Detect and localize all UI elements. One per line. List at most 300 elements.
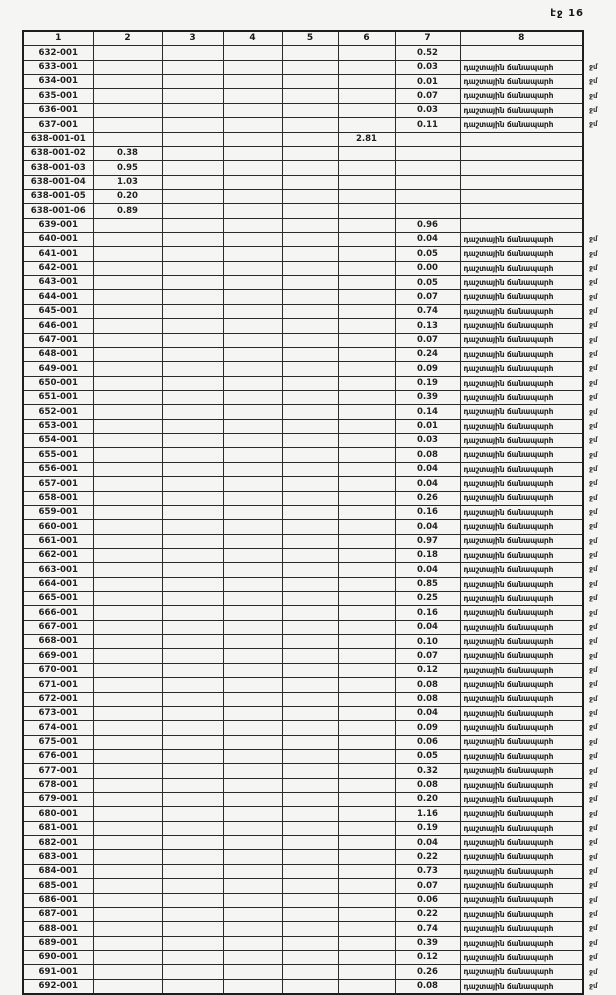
cell-col5 (282, 448, 338, 462)
cell-col7: 0.73 (395, 864, 460, 878)
cell-col8: դաշտային ճանապարհ (460, 793, 583, 807)
cell-col2 (93, 103, 162, 117)
margin-note: ջմ (589, 479, 598, 488)
cell-col7: 0.26 (395, 491, 460, 505)
page-number-label: էջ 16 (550, 8, 584, 19)
cell-col8: դաշտային ճանապարհ (460, 778, 583, 792)
cell-col4 (223, 706, 282, 720)
cell-col8: դաշտային ճանապարհ (460, 836, 583, 850)
cell-col7: 0.01 (395, 419, 460, 433)
cell-col4 (223, 161, 282, 175)
cell-col7: 0.08 (395, 979, 460, 994)
cell-col7: 0.04 (395, 620, 460, 634)
cell-col2 (93, 333, 162, 347)
cell-col2 (93, 448, 162, 462)
cell-col4 (223, 778, 282, 792)
margin-note: ջմ (589, 565, 598, 574)
cell-col6 (338, 663, 395, 677)
cell-col8: դաշտային ճանապարհ (460, 118, 583, 132)
cell-col3 (162, 592, 223, 606)
cell-col6 (338, 721, 395, 735)
cell-col4 (223, 692, 282, 706)
cell-col8: դաշտային ճանապարհ (460, 103, 583, 117)
cell-col3 (162, 749, 223, 763)
cell-col1: 653-001 (23, 419, 93, 433)
cell-col8: դաշտային ճանապարհ (460, 663, 583, 677)
cell-col3 (162, 649, 223, 663)
cell-col1: 672-001 (23, 692, 93, 706)
margin-note (583, 204, 613, 218)
cell-col3 (162, 304, 223, 318)
cell-col8: դաշտային ճանապարհ (460, 276, 583, 290)
cell-col4 (223, 735, 282, 749)
cell-col7: 0.04 (395, 836, 460, 850)
table-row (23, 965, 613, 979)
cell-col1: 667-001 (23, 620, 93, 634)
cell-col6 (338, 864, 395, 878)
cell-col8: դաշտային ճանապարհ (460, 577, 583, 591)
table-row (23, 907, 613, 921)
cell-col7: 0.19 (395, 376, 460, 390)
cell-col4 (223, 850, 282, 864)
cell-col8: դաշտային ճանապարհ (460, 347, 583, 361)
cell-col2: 0.38 (93, 146, 162, 160)
cell-col3 (162, 376, 223, 390)
cell-col5 (282, 635, 338, 649)
cell-col8: դաշտային ճանապարհ (460, 89, 583, 103)
cell-col7 (395, 189, 460, 203)
table-row (23, 204, 613, 218)
cell-col5 (282, 721, 338, 735)
cell-col6 (338, 376, 395, 390)
cell-col3 (162, 175, 223, 189)
margin-note: ջմ (589, 77, 598, 86)
cell-col4 (223, 362, 282, 376)
cell-col1: 641-001 (23, 247, 93, 261)
cell-col2 (93, 678, 162, 692)
cell-col1: 677-001 (23, 764, 93, 778)
table-row (23, 563, 613, 577)
cell-col7: 0.11 (395, 118, 460, 132)
cell-col4 (223, 807, 282, 821)
cell-col1: 638-001-04 (23, 175, 93, 189)
cell-col6 (338, 793, 395, 807)
cell-col4 (223, 836, 282, 850)
cell-col8: դաշտային ճանապարհ (460, 606, 583, 620)
cell-col3 (162, 462, 223, 476)
cell-col3 (162, 548, 223, 562)
cell-col8: դաշտային ճանապարհ (460, 448, 583, 462)
cell-col1: 685-001 (23, 879, 93, 893)
cell-col4 (223, 118, 282, 132)
cell-col3 (162, 218, 223, 232)
cell-col2 (93, 965, 162, 979)
cell-col2 (93, 649, 162, 663)
cell-col6 (338, 778, 395, 792)
cell-col2 (93, 319, 162, 333)
cell-col3 (162, 663, 223, 677)
cell-col3 (162, 290, 223, 304)
margin-note: ջմ (589, 307, 598, 315)
cell-col4 (223, 620, 282, 634)
cell-col7: 0.09 (395, 362, 460, 376)
cell-col1: 634-001 (23, 75, 93, 89)
margin-note: ջմ (589, 350, 598, 359)
cell-col2 (93, 936, 162, 950)
cell-col1: 638-001-05 (23, 189, 93, 203)
cell-col3 (162, 448, 223, 462)
cell-col5 (282, 419, 338, 433)
cell-col8: դաշտային ճանապարհ (460, 735, 583, 749)
cell-col1: 655-001 (23, 448, 93, 462)
table-row (23, 376, 613, 390)
cell-col5 (282, 836, 338, 850)
cell-col4 (223, 46, 282, 60)
cell-col1: 664-001 (23, 577, 93, 591)
table-row (23, 319, 613, 333)
margin-note: ջմ (589, 881, 598, 890)
table-row (23, 333, 613, 347)
cell-col7: 0.96 (395, 218, 460, 232)
table-row (23, 936, 613, 950)
margin-note: ջմ (589, 795, 598, 804)
cell-col4 (223, 390, 282, 404)
cell-col2: 1.03 (93, 175, 162, 189)
margin-note: ջմ (589, 436, 598, 445)
cell-col5 (282, 951, 338, 965)
cell-col5 (282, 936, 338, 950)
cell-col6 (338, 89, 395, 103)
table-row (23, 548, 613, 562)
cell-col6 (338, 60, 395, 74)
cell-col3 (162, 951, 223, 965)
cell-col6 (338, 261, 395, 275)
cell-col5 (282, 979, 338, 994)
cell-col6 (338, 491, 395, 505)
cell-col6 (338, 620, 395, 634)
cell-col4 (223, 204, 282, 218)
cell-col2 (93, 836, 162, 850)
cell-col7 (395, 132, 460, 146)
cell-col1: 688-001 (23, 922, 93, 936)
cell-col8: դաշտային ճանապարհ (460, 979, 583, 994)
cell-col3 (162, 46, 223, 60)
cell-col3 (162, 563, 223, 577)
cell-col1: 682-001 (23, 836, 93, 850)
table-row (23, 290, 613, 304)
cell-col7: 0.08 (395, 678, 460, 692)
cell-col5 (282, 706, 338, 720)
table-row (23, 261, 613, 275)
table-row (23, 749, 613, 763)
cell-col8 (460, 161, 583, 175)
cell-col8: դաշտային ճանապարհ (460, 649, 583, 663)
cell-col6 (338, 706, 395, 720)
cell-col2 (93, 979, 162, 994)
table-row (23, 462, 613, 476)
table-row (23, 778, 613, 792)
table-body (23, 46, 613, 994)
cell-col2 (93, 706, 162, 720)
cell-col1: 640-001 (23, 233, 93, 247)
cell-col1: 636-001 (23, 103, 93, 117)
cell-col4 (223, 103, 282, 117)
cell-col4 (223, 520, 282, 534)
cell-col1: 690-001 (23, 951, 93, 965)
margin-note: ջմ (589, 105, 598, 114)
cell-col1: 665-001 (23, 592, 93, 606)
cell-col5 (282, 146, 338, 160)
cell-col2 (93, 419, 162, 433)
cell-col5 (282, 879, 338, 893)
cell-col4 (223, 951, 282, 965)
cell-col4 (223, 534, 282, 548)
margin-note: ջմ (589, 235, 598, 244)
cell-col7: 0.08 (395, 778, 460, 792)
cell-col5 (282, 434, 338, 448)
cell-col2 (93, 477, 162, 491)
table-row (23, 46, 613, 60)
cell-col7: 0.07 (395, 879, 460, 893)
cell-col8: դաշտային ճանապարհ (460, 936, 583, 950)
cell-col8 (460, 218, 583, 232)
cell-col7: 0.08 (395, 448, 460, 462)
margin-note: ջմ (589, 723, 598, 732)
cell-col4 (223, 477, 282, 491)
cell-col1: 680-001 (23, 807, 93, 821)
margin-note: ջմ (589, 407, 598, 416)
cell-col8: դաշտային ճանապարհ (460, 850, 583, 864)
cell-col7: 0.74 (395, 304, 460, 318)
cell-col5 (282, 132, 338, 146)
cell-col6 (338, 606, 395, 620)
margin-note: ջմ (589, 608, 598, 617)
cell-col1: 657-001 (23, 477, 93, 491)
margin-note: ջմ (589, 536, 598, 545)
cell-col2 (93, 764, 162, 778)
cell-col5 (282, 850, 338, 864)
cell-col7: 0.05 (395, 276, 460, 290)
table-row (23, 233, 613, 247)
cell-col1: 675-001 (23, 735, 93, 749)
cell-col4 (223, 907, 282, 921)
cell-col8: դաշտային ճանապարհ (460, 434, 583, 448)
cell-col8: դաշտային ճանապարհ (460, 893, 583, 907)
table-row (23, 592, 613, 606)
cell-col2 (93, 563, 162, 577)
cell-col5 (282, 520, 338, 534)
cell-col2 (93, 505, 162, 519)
cell-col2 (93, 721, 162, 735)
cell-col7: 0.22 (395, 850, 460, 864)
cell-col5 (282, 161, 338, 175)
table-row (23, 175, 613, 189)
cell-col2 (93, 821, 162, 835)
cell-col4 (223, 462, 282, 476)
cell-col3 (162, 907, 223, 921)
cell-col2 (93, 434, 162, 448)
table-row (23, 807, 613, 821)
cell-col2 (93, 75, 162, 89)
cell-col6 (338, 951, 395, 965)
cell-col2 (93, 548, 162, 562)
cell-col5 (282, 620, 338, 634)
margin-note: ջմ (589, 938, 598, 947)
cell-col7 (395, 175, 460, 189)
cell-col3 (162, 721, 223, 735)
cell-col8: դաշտային ճանապարհ (460, 807, 583, 821)
cell-col6 (338, 592, 395, 606)
cell-col2 (93, 276, 162, 290)
cell-col3 (162, 247, 223, 261)
cell-col6 (338, 161, 395, 175)
cell-col6 (338, 692, 395, 706)
cell-col6 (338, 118, 395, 132)
cell-col4 (223, 678, 282, 692)
cell-col1: 654-001 (23, 434, 93, 448)
cell-col8: դաշտային ճանապարհ (460, 362, 583, 376)
margin-note: ջմ (589, 450, 598, 459)
table-row (23, 247, 613, 261)
cell-col8: դաշտային ճանապարհ (460, 376, 583, 390)
cell-col1: 638-001-06 (23, 204, 93, 218)
cell-col2 (93, 663, 162, 677)
cell-col6 (338, 979, 395, 994)
cell-col3 (162, 161, 223, 175)
table-row (23, 520, 613, 534)
margin-note: ջմ (589, 522, 598, 531)
cell-col5 (282, 649, 338, 663)
cell-col6 (338, 103, 395, 117)
cell-col6: 2.81 (338, 132, 395, 146)
table-row (23, 218, 613, 232)
cell-col7: 1.16 (395, 807, 460, 821)
cell-col8: դաշտային ճանապարհ (460, 821, 583, 835)
cell-col3 (162, 850, 223, 864)
cell-col7: 0.19 (395, 821, 460, 835)
table-row (23, 304, 613, 318)
cell-col3 (162, 276, 223, 290)
margin-note: ջմ (589, 838, 598, 847)
cell-col1: 650-001 (23, 376, 93, 390)
cell-col1: 639-001 (23, 218, 93, 232)
cell-col7: 0.01 (395, 75, 460, 89)
margin-note: ջմ (589, 120, 598, 129)
cell-col4 (223, 304, 282, 318)
cell-col5 (282, 793, 338, 807)
cell-col4 (223, 434, 282, 448)
table-row (23, 419, 613, 433)
cell-col5 (282, 491, 338, 505)
cell-col5 (282, 778, 338, 792)
cell-col5 (282, 907, 338, 921)
cell-col6 (338, 46, 395, 60)
parcel-table (22, 30, 614, 995)
margin-note: ջմ (589, 651, 598, 660)
cell-col6 (338, 749, 395, 763)
cell-col5 (282, 362, 338, 376)
cell-col6 (338, 233, 395, 247)
cell-col2: 0.95 (93, 161, 162, 175)
cell-col4 (223, 592, 282, 606)
cell-col4 (223, 247, 282, 261)
margin-note (583, 189, 613, 203)
cell-col8: դաշտային ճանապարհ (460, 563, 583, 577)
cell-col4 (223, 548, 282, 562)
cell-col5 (282, 606, 338, 620)
cell-col1: 647-001 (23, 333, 93, 347)
cell-col7: 0.03 (395, 103, 460, 117)
cell-col8: դաշտային ճանապարհ (460, 951, 583, 965)
cell-col7: 0.52 (395, 46, 460, 60)
header-cell-col2: 2 (93, 31, 162, 46)
cell-col7: 0.05 (395, 749, 460, 763)
margin-note: ջմ (589, 335, 598, 344)
cell-col2 (93, 907, 162, 921)
cell-col1: 632-001 (23, 46, 93, 60)
cell-col2 (93, 778, 162, 792)
margin-note: ջմ (589, 62, 598, 71)
cell-col2 (93, 850, 162, 864)
margin-note: ջմ (589, 393, 598, 402)
cell-col8: դաշտային ճանապարհ (460, 764, 583, 778)
cell-col8: դաշտային ճանապարհ (460, 505, 583, 519)
cell-col2 (93, 635, 162, 649)
table-row (23, 879, 613, 893)
cell-col5 (282, 735, 338, 749)
cell-col4 (223, 319, 282, 333)
cell-col2 (93, 261, 162, 275)
cell-col8: դաշտային ճանապարհ (460, 75, 583, 89)
cell-col7 (395, 161, 460, 175)
cell-col8: դաշտային ճանապարհ (460, 405, 583, 419)
cell-col2 (93, 405, 162, 419)
cell-col1: 686-001 (23, 893, 93, 907)
cell-col2 (93, 879, 162, 893)
cell-col3 (162, 434, 223, 448)
cell-col6 (338, 405, 395, 419)
table-row (23, 390, 613, 404)
cell-col4 (223, 448, 282, 462)
cell-col2 (93, 692, 162, 706)
cell-col2 (93, 390, 162, 404)
table-row (23, 764, 613, 778)
cell-col6 (338, 477, 395, 491)
cell-col6 (338, 836, 395, 850)
cell-col2 (93, 807, 162, 821)
cell-col5 (282, 218, 338, 232)
cell-col3 (162, 836, 223, 850)
cell-col4 (223, 60, 282, 74)
cell-col7: 0.07 (395, 290, 460, 304)
cell-col6 (338, 563, 395, 577)
cell-col1: 652-001 (23, 405, 93, 419)
cell-col4 (223, 132, 282, 146)
cell-col3 (162, 362, 223, 376)
cell-col5 (282, 103, 338, 117)
cell-col8: դաշտային ճանապարհ (460, 462, 583, 476)
cell-col6 (338, 448, 395, 462)
margin-note: ջմ (589, 752, 598, 761)
cell-col6 (338, 893, 395, 907)
cell-col2 (93, 864, 162, 878)
cell-col1: 674-001 (23, 721, 93, 735)
margin-note: ջմ (589, 680, 598, 689)
cell-col3 (162, 534, 223, 548)
cell-col5 (282, 390, 338, 404)
cell-col6 (338, 764, 395, 778)
cell-col5 (282, 405, 338, 419)
